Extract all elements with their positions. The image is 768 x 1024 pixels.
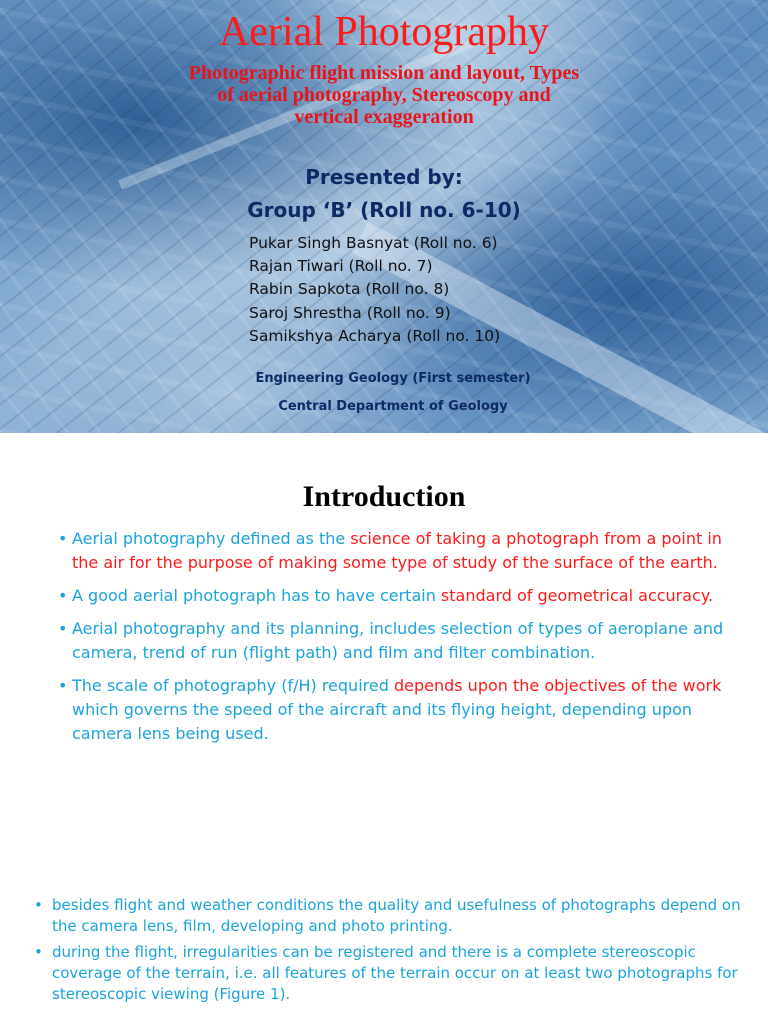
- subtitle-line: of aerial photography, Stereoscopy and: [217, 84, 551, 106]
- presented-by-label: Presented by:: [305, 165, 463, 189]
- bullet-item: [58, 584, 744, 608]
- member-item: Rabin Sapkota (Roll no. 8): [249, 280, 450, 299]
- bullet-item: [34, 942, 754, 1005]
- bullet-highlight: standard of geometrical accuracy.: [440, 586, 714, 605]
- bullet-text-tail: which governs the speed of the aircraft and its flying height, depending upon camera lens being used.: [72, 700, 693, 743]
- member-item: Pukar Singh Basnyat (Roll no. 6): [249, 234, 498, 252]
- bullet-text: The scale of photography (f/H) required: [72, 676, 394, 695]
- introduction-title: Introduction: [302, 480, 466, 513]
- group-label: Group ‘B’ (Roll no. 6-10): [247, 198, 521, 222]
- member-list: [249, 232, 500, 348]
- title-slide: [0, 0, 768, 433]
- bullet-item: [58, 674, 744, 746]
- subtitle-line: Photographic flight mission and layout, Types: [188, 62, 580, 84]
- bullet-item: [58, 527, 744, 575]
- bullet-highlight: science of taking a photograph from a point in the air for the purpose of making some type of study of the surface of the earth.: [72, 529, 722, 572]
- bullet-icon: •: [58, 676, 68, 695]
- slide-subtitle: [110, 62, 658, 128]
- bullet-icon: •: [34, 943, 43, 961]
- bullet-icon: •: [58, 586, 68, 605]
- bullet-icon: •: [34, 896, 43, 914]
- continuation-bullets: [34, 895, 754, 1010]
- slide-title: Aerial Photography: [218, 9, 550, 55]
- member-item: Saroj Shrestha (Roll no. 9): [249, 303, 451, 322]
- bullet-item: [58, 617, 744, 665]
- bullet-icon: •: [58, 529, 68, 548]
- member-item: Samikshya Acharya (Roll no. 10): [249, 326, 501, 345]
- subtitle-line: vertical exaggeration: [294, 106, 474, 128]
- bullet-text: Aerial photography defined as the: [72, 529, 351, 548]
- introduction-bullets: [58, 527, 744, 755]
- bullet-text: during the flight, irregularities can be registered and there is a complete stereoscopic coverage of the terrain, i.e. all features of the terrain occur on at least two photographs for stereoscopic viewing (Figure 1).: [52, 943, 738, 1003]
- bullet-text: A good aerial photograph has to have certain: [72, 586, 441, 605]
- bullet-item: [34, 895, 754, 937]
- course-label: Engineering Geology (First semester): [255, 371, 531, 386]
- department-label: Central Department of Geology: [278, 399, 508, 414]
- bullet-text: Aerial photography and its planning, includes selection of types of aeroplane and camera, trend of run (flight path) and film and filter combination.: [72, 619, 724, 662]
- bullet-text: besides flight and weather conditions the quality and usefulness of photographs depend on the camera lens, film, developing and photo printing.: [52, 896, 741, 935]
- bullet-highlight: depends upon the objectives of the work: [393, 676, 722, 695]
- member-item: Rajan Tiwari (Roll no. 7): [249, 257, 433, 276]
- bullet-icon: •: [58, 619, 68, 638]
